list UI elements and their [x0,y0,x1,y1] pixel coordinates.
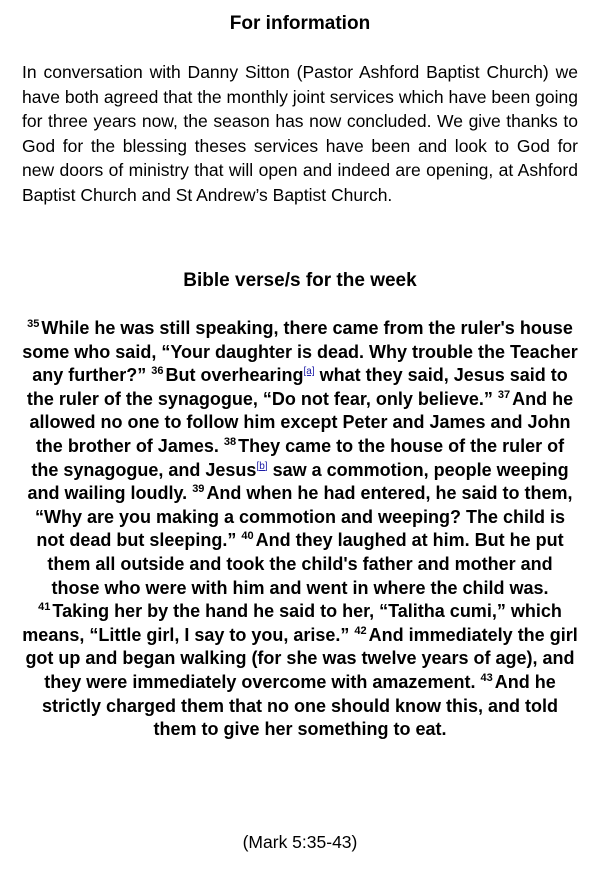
verse-number: 39 [192,483,205,496]
information-heading: For information [229,13,371,34]
footnote-link-a[interactable]: [a] [303,366,315,378]
verse-number: 37 [497,388,511,401]
verse-number: 42 [354,624,367,637]
verse-text: And when he had entered, he said to them, “Why are you making a commotion and weeping? The child is not dead but sleeping.” [34,483,573,551]
verse-text: And they laughed at him. But he put them all outside and took the child's father and mother and those who were with him and went in where the child was. [47,530,564,598]
verse-text: Taking her by the hand he said to her, “Talitha cumi,” which means, “Little girl, I say to you, arise.” [22,601,562,645]
verse-number: 41 [38,601,51,614]
scripture-reference: (Mark 5:35-43) [242,832,358,852]
verse-text: While he was still speaking, there came from the ruler's house some who said, “Your daughter is dead. Why trouble the Teacher any further?” [22,318,578,386]
verse-text: saw a commotion, people weeping and wailing loudly. [27,459,569,504]
verse-text: And he allowed no one to follow him except Peter and James and John the brother of James. [29,388,574,456]
verse-text: what they said, Jesus said to the ruler of the synagogue, “Do not fear, only believe.” [26,365,568,409]
bible-passage [22,317,578,742]
verse-text: And immediately the girl got up and began walking (for she was twelve years of age), and they were immediately overcome with amazement. [25,624,578,692]
verse-text: And he strictly charged them that no one should know this, and told them to give her something to eat. [41,671,559,740]
verse-number: 40 [241,530,254,543]
information-paragraph: In conversation with Danny Sitton (Pastor Ashford Baptist Church) we have both agreed that the monthly joint services which have been going for three years now, the season has now concluded. We give thanks to God for the blessing theses services have been and look to God for new doors of ministry that will open and indeed are opening, at Ashford Baptist Church and St Andrew’s Baptist Church. [22,62,578,205]
verse-number: 38 [223,435,237,448]
verse-number: 36 [151,365,164,378]
footnote-link-b[interactable]: [b] [256,460,268,472]
verse-text: They came to the house of the ruler of the synagogue, and Jesus [31,435,565,480]
verse-number: 35 [27,318,40,330]
verse-number: 43 [480,671,493,684]
bible-verse-heading: Bible verse/s for the week [183,270,417,291]
verse-text: But overhearing [165,365,304,386]
